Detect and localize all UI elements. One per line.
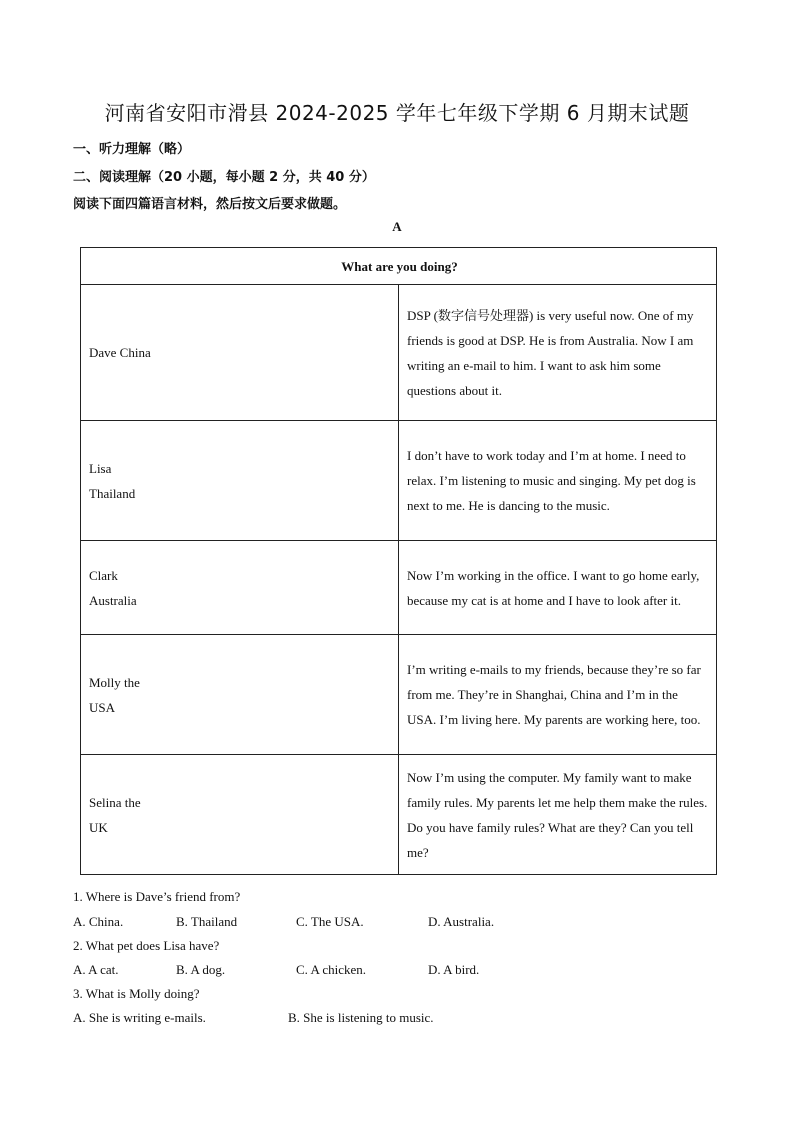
table-row	[81, 421, 717, 541]
person-country: USA	[89, 699, 116, 715]
passage-table	[80, 247, 717, 875]
statement-cell: Now I’m working in the office. I want to go home early, because my cat is at home and I have to look after it.	[399, 541, 717, 635]
question-2: 2. What pet does Lisa have?	[73, 938, 220, 953]
statement-cell: DSP (数字信号处理器) is very useful now. One of my friends is good at DSP. He is from Australia. Now I am writing an e-mail to him. I want to ask him some questions about it.	[399, 285, 717, 421]
person-name: Lisa	[89, 460, 112, 476]
statement-cell: Now I’m using the computer. My family want to make family rules. My parents let me help them make the rules. Do you have family rules? What are they? Can you tell me?	[399, 755, 717, 875]
question-1: 1. Where is Dave’s friend from?	[73, 889, 241, 904]
statement-cell: I don’t have to work today and I’m at home. I need to relax. I’m listening to music and singing. My pet dog is next to me. He is dancing to the music.	[399, 421, 717, 541]
person-cell	[81, 541, 399, 635]
person-name: Selina the	[89, 794, 141, 810]
section-listening: 一、听力理解（略）	[73, 142, 191, 157]
person-cell	[81, 635, 399, 755]
passage-label: A	[392, 219, 402, 234]
option-1b: B. Thailand	[176, 914, 238, 929]
option-2a: A. A cat.	[73, 962, 119, 977]
statement-cell: I’m writing e-mails to my friends, because they’re so far from me. They’re in Shanghai, China and I’m in the USA. I’m living here. My parents are working here, too.	[399, 635, 717, 755]
option-1d: D. Australia.	[428, 914, 495, 929]
table-row	[81, 635, 717, 755]
question-3: 3. What is Molly doing?	[73, 986, 200, 1001]
person-country: Thailand	[89, 485, 136, 501]
section-reading: 二、阅读理解（20 小题，每小题 2 分，共 40 分）	[73, 170, 375, 185]
person-cell	[81, 285, 399, 421]
option-2c: C. A chicken.	[296, 962, 367, 977]
table-row	[81, 541, 717, 635]
option-2d: D. A bird.	[428, 962, 480, 977]
person-cell	[81, 421, 399, 541]
option-2b: B. A dog.	[176, 962, 226, 977]
person-cell	[81, 755, 399, 875]
table-row	[81, 755, 717, 875]
table-header: What are you doing?	[81, 248, 717, 285]
person-name: Molly the	[89, 674, 140, 690]
option-1a: A. China.	[73, 914, 124, 929]
person-country: Australia	[89, 592, 137, 608]
page-title: 河南省安阳市滑县 2024-2025 学年七年级下学期 6 月期末试题	[104, 101, 690, 125]
person-country: UK	[89, 819, 108, 835]
option-3b: B. She is listening to music.	[288, 1010, 434, 1025]
option-1c: C. The USA.	[296, 914, 364, 929]
reading-instruction: 阅读下面四篇语言材料，然后按文后要求做题。	[73, 197, 347, 212]
person-name: Clark	[89, 567, 118, 583]
option-3a: A. She is writing e-mails.	[73, 1010, 206, 1025]
table-row	[81, 285, 717, 421]
person-name: Dave China	[89, 345, 151, 360]
